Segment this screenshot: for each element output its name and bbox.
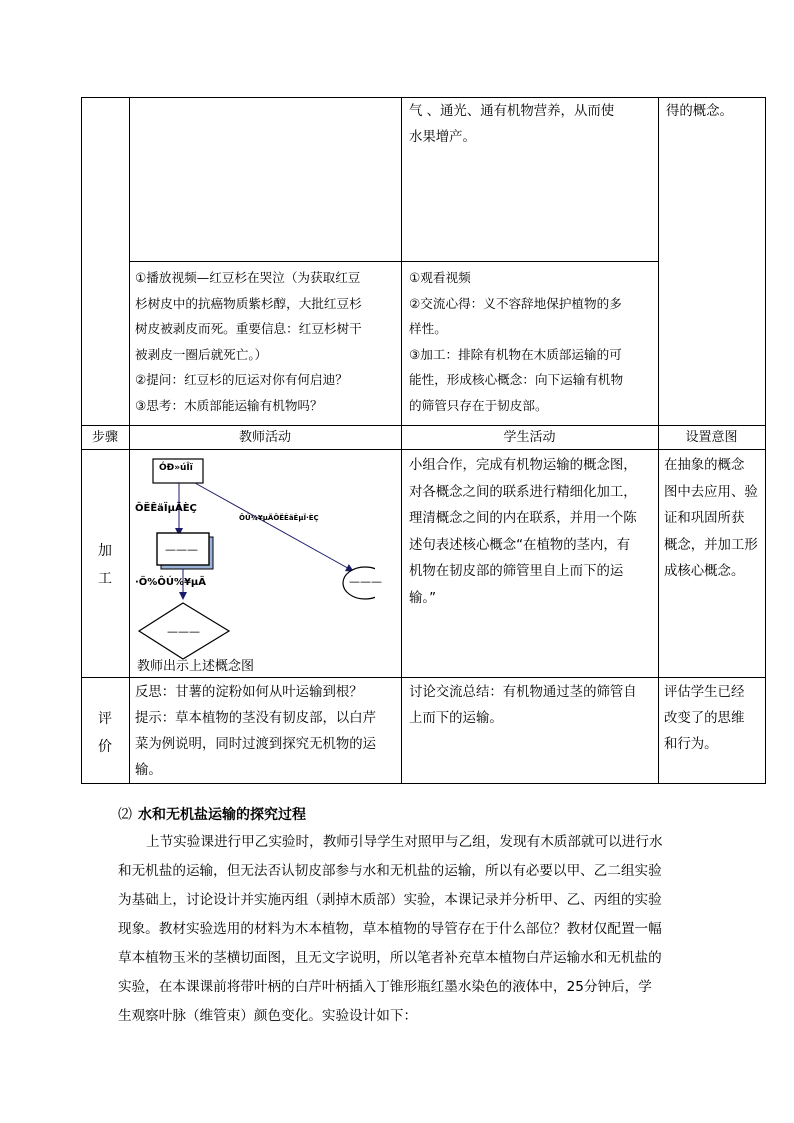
text-line: 得的概念。 — [666, 104, 733, 119]
section-number: ⑵ — [118, 807, 132, 823]
paragraph-line: 草本植物玉米的茎横切面图，且无文字说明，所以笔者补充草本植物白芹运输水和无机盐的 — [118, 950, 662, 966]
header-step: 步骤 — [91, 430, 118, 445]
step-pingjia — [81, 705, 129, 761]
step-char: 价 — [98, 739, 112, 755]
text-line: 成核心概念。 — [664, 564, 745, 579]
table-border-top — [81, 97, 766, 98]
text-line: ①观看视频 — [409, 270, 471, 285]
row-divider — [81, 425, 766, 426]
step-char: 加 — [98, 543, 112, 559]
concept-diamond-blank: ——— — [167, 625, 200, 638]
pingjia-student-cell — [409, 680, 657, 732]
row-divider — [81, 677, 766, 678]
paragraph-line: 为基础上，讨论设计并实施丙组（剥掉木质部）实验，本课记录并分析甲、乙、丙组的实验 — [118, 892, 662, 908]
concept-map-drawing — [135, 453, 375, 677]
text-line: 在抽象的概念 — [664, 458, 745, 473]
text-line: 述句表述核心概念“在植物的茎内，有 — [409, 537, 631, 553]
teacher-caption: 教师出示上述概念图 — [137, 659, 255, 674]
text-line: 输。” — [409, 590, 437, 606]
text-line: 评估学生已经 — [664, 685, 745, 700]
text-line: ①播放视频—红豆杉在哭泣（为获取红豆 — [135, 270, 361, 285]
text-line: 被剥皮一圈后就死亡。） — [135, 346, 268, 362]
paragraph-line: 现象。教材实验选用的材料为木本植物，草本植物的导管存在于什么部位？教材仅配置一幅 — [118, 921, 662, 937]
text-line: 输。 — [135, 763, 162, 778]
text-line: 水果增产。 — [409, 130, 476, 145]
row2-teacher-cell — [135, 265, 399, 419]
paragraph-line: 实验，在本课课前将带叶柄的白芹叶柄插入丁锥形瓶红墨水染色的液体中，25分钟后，学 — [118, 979, 652, 995]
text-line: 改变了的思维 — [664, 711, 745, 726]
row-divider — [81, 449, 766, 450]
concept-label-diagonal: ÔÚ¾¥µÄÔËÊäÊµÏ·ÈÇ — [239, 514, 319, 522]
table-border-right — [765, 97, 766, 784]
lesson-table — [81, 97, 766, 784]
header-teacher: 教师活动 — [238, 430, 291, 445]
text-line: 提示：草本植物的茎没有韧皮部，以白芹 — [135, 711, 377, 726]
pingjia-teacher-cell — [135, 680, 399, 784]
text-line: 证和巩固所获 — [664, 511, 745, 526]
concept-ellipse-blank: ——— — [349, 575, 382, 588]
text-line: 小组合作，完成有机物运输的概念图， — [409, 458, 637, 473]
row1-purpose-cell — [666, 99, 762, 125]
text-line: ③加工：排除有机物在木质部运输的可 — [409, 346, 622, 362]
text-line: 气 、通光、通有机物营养，从而使 — [409, 104, 615, 119]
text-line: 样性。 — [409, 321, 447, 337]
jiagong-student-cell — [409, 453, 657, 612]
section-title-text: 水和无机盐运输的探究过程 — [138, 807, 306, 823]
text-line: 理清概念之间的内在联系，并用一个陈 — [409, 511, 637, 526]
step-char: 评 — [98, 711, 112, 727]
concept-box-top-label: ÓÐ»úÎï — [159, 463, 193, 473]
row1-student-cell — [409, 99, 657, 151]
section-title — [118, 804, 306, 824]
text-line: ③思考：木质部能运输有机物吗？ — [135, 397, 323, 413]
step-char: 工 — [98, 571, 112, 587]
step-jiagong — [81, 537, 129, 593]
text-line: ②提问：红豆杉的厄运对你有何启迪？ — [135, 372, 348, 388]
text-line: 能性，形成核心概念：向下运输有机物 — [409, 372, 624, 388]
text-line: 上而下的运输。 — [409, 711, 503, 726]
concept-label-bottom: ·Ö%ÔÚ%¥µÄ — [135, 577, 207, 588]
section-paragraph — [118, 828, 678, 1031]
header-purpose: 设置意图 — [685, 430, 738, 445]
row-divider — [129, 261, 659, 262]
pingjia-purpose-cell — [664, 680, 764, 758]
text-line: 图中去应用、验 — [664, 484, 758, 500]
header-student: 学生活动 — [503, 430, 556, 445]
text-line: 机物在韧皮部的筛管里自上而下的运 — [409, 564, 624, 579]
text-line: ②交流心得：义不容辞地保护植物的多 — [409, 295, 622, 311]
text-line: 反思：甘薯的淀粉如何从叶运输到根？ — [135, 685, 363, 700]
text-line: 和行为。 — [664, 737, 718, 752]
text-line: 树皮被剥皮而死。重要信息：红豆杉树干 — [135, 321, 362, 337]
row2-student-cell — [409, 265, 657, 419]
paragraph-line: 上节实验课进行甲乙实验时，教师引导学生对照甲与乙组，发现有木质部就可以进行水 — [146, 834, 663, 850]
text-line: 菜为例说明，同时过渡到探究无机物的运 — [135, 737, 377, 752]
text-line: 杉树皮中的抗癌物质紫杉醇，大批红豆杉 — [135, 295, 362, 311]
concept-map — [135, 453, 382, 677]
arrow-diagonal — [195, 483, 353, 571]
paragraph-line: 生观察叶脉（维管束）颜色变化。实验设计如下： — [118, 1008, 418, 1024]
jiagong-purpose-cell — [664, 453, 764, 586]
paragraph-line: 和无机盐的运输，但无法否认韧皮部参与水和无机盐的运输，所以有必要以甲、乙二组实验 — [118, 863, 662, 879]
text-line: 讨论交流总结：有机物通过茎的筛管自 — [409, 685, 637, 700]
text-line: 对各概念之间的联系进行精细化加工， — [409, 484, 637, 500]
text-line: 概念，并加工形 — [664, 537, 758, 553]
concept-box-middle-blank: ——— — [165, 543, 198, 556]
concept-label-left: ÔËÊäÏµÄÈÇ — [135, 503, 197, 514]
text-line: 的筛管只存在于韧皮部。 — [409, 397, 548, 413]
